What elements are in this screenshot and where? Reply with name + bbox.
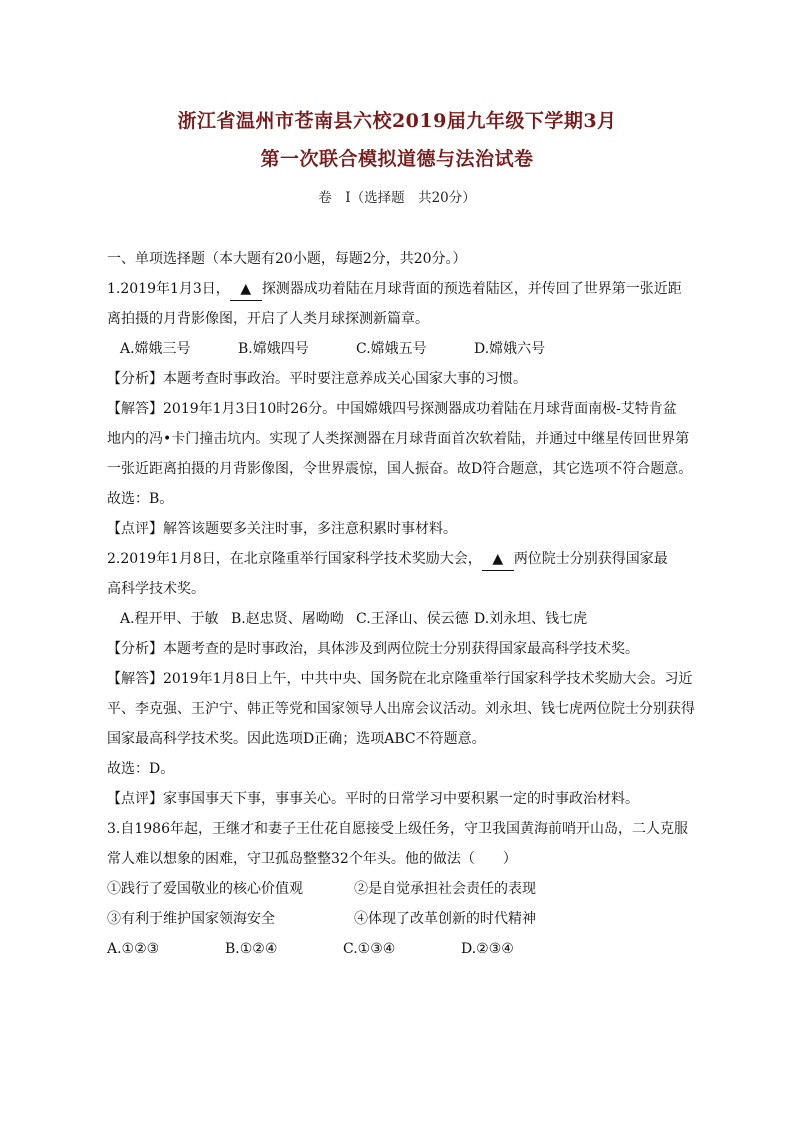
q2-answer-line: 平、李克强、王沪宁、韩正等党和国家领导人出席会议活动。刘永坦、钱七虎两位院士分别获得	[107, 701, 695, 717]
q2-analysis: 【分析】本题考查的是时事政治，具体涉及到两位院士分别获得国家最高科学技术奖。	[107, 641, 639, 657]
q1-stem-cont: 离拍摄的月背影像图，开启了人类月球探测新篇章。	[107, 311, 429, 327]
q2-stem-cont: 高科学技术奖。	[107, 581, 205, 597]
q1-option-b: B.嫦娥四号	[238, 341, 309, 357]
q1-choice: 故选：B。	[107, 491, 174, 507]
q1-stem-part: 探测器成功着陆在月球背面的预选着陆区，并传回了世界第一张近距	[261, 281, 682, 297]
exam-subtitle: 卷 Ⅰ（选择题 共20分）	[318, 190, 476, 206]
q3-item-1: ①践行了爱国敬业的核心价值观	[107, 881, 303, 897]
q1-stem	[107, 274, 697, 304]
q3-stem-cont: 常人难以想象的困难，守卫孤岛整整32个年头。他的做法（ ）	[107, 851, 517, 867]
q1-answer-line: 地内的冯•卡门撞击坑内。实现了人类探测器在月球背面首次软着陆，并通过中继星传回世界第	[107, 431, 690, 447]
q2-blank: ▲	[482, 548, 514, 571]
q1-answer-line: 【解答】2019年1月3日10时26分。中国嫦娥四号探测器成功着陆在月球背面南极-艾特肯盆	[107, 401, 677, 417]
q1-comment: 【点评】解答该题要多关注时事，多注意积累时事材料。	[107, 521, 457, 537]
q2-option-c: C.王泽山、侯云德	[356, 611, 469, 627]
q1-option-d: D.嫦娥六号	[474, 341, 546, 357]
exam-content	[107, 244, 697, 964]
q3-option-d: D.②③④	[461, 941, 514, 957]
q3-option-a: A.①②③	[107, 941, 160, 957]
q2-option-b: B.赵忠贤、屠呦呦	[231, 611, 344, 627]
q3-item-2: ②是自觉承担社会责任的表现	[354, 881, 536, 897]
q2-options	[107, 604, 697, 634]
q2-option-a: A.程开甲、于敏	[120, 611, 219, 627]
exam-title-line1: 浙江省温州市苍南县六校2019届九年级下学期3月	[177, 110, 617, 132]
q3-item-3: ③有利于维护国家领海安全	[107, 911, 275, 927]
q2-answer-line: 国家最高科学技术奖。因此选项D正确；选项ABC不符题意。	[107, 731, 486, 747]
q2-stem	[107, 544, 697, 574]
q1-options	[107, 334, 697, 364]
q3-item-4: ④体现了改革创新的时代精神	[354, 911, 536, 927]
q2-option-d: D.刘永坦、钱七虎	[474, 611, 588, 627]
q2-choice: 故选：D。	[107, 761, 175, 777]
q2-stem-part: 2.2019年1月8日，在北京隆重举行国家科学技术奖励大会，	[107, 551, 482, 567]
q3-option-c: C.①③④	[343, 941, 396, 957]
q3-option-b: B.①②④	[225, 941, 278, 957]
q3-options	[107, 934, 697, 964]
section-heading: 一、单项选择题（本大题有20小题，每题2分，共20分。）	[107, 251, 467, 267]
q3-items-row1	[107, 874, 697, 904]
q1-stem-part: 1.2019年1月3日，	[107, 281, 230, 297]
q1-answer-line: 一张近距离拍摄的月背影像图，令世界震惊，国人振奋。故D符合题意，其它选项不符合题意。	[107, 461, 693, 477]
q2-stem-part: 两位院士分别获得国家最	[513, 551, 668, 567]
q1-blank: ▲	[230, 278, 262, 301]
q2-answer-line: 【解答】2019年1月8日上午，中共中央、国务院在北京隆重举行国家科学技术奖励大会。习近	[107, 671, 693, 687]
exam-title-line2: 第一次联合模拟道德与法治试卷	[260, 148, 534, 170]
q1-analysis: 【分析】本题考查时事政治。平时要注意养成关心国家大事的习惯。	[107, 371, 527, 387]
q1-option-a: A.嫦娥三号	[120, 341, 191, 357]
q1-option-c: C.嫦娥五号	[356, 341, 427, 357]
q3-items-row2	[107, 904, 697, 934]
q3-stem: 3.自1986年起，王继才和妻子王仕花自愿接受上级任务，守卫我国黄海前哨开山岛，二人克服	[107, 821, 688, 837]
q2-comment: 【点评】家事国事天下事，事事关心。平时的日常学习中要积累一定的时事政治材料。	[107, 791, 639, 807]
